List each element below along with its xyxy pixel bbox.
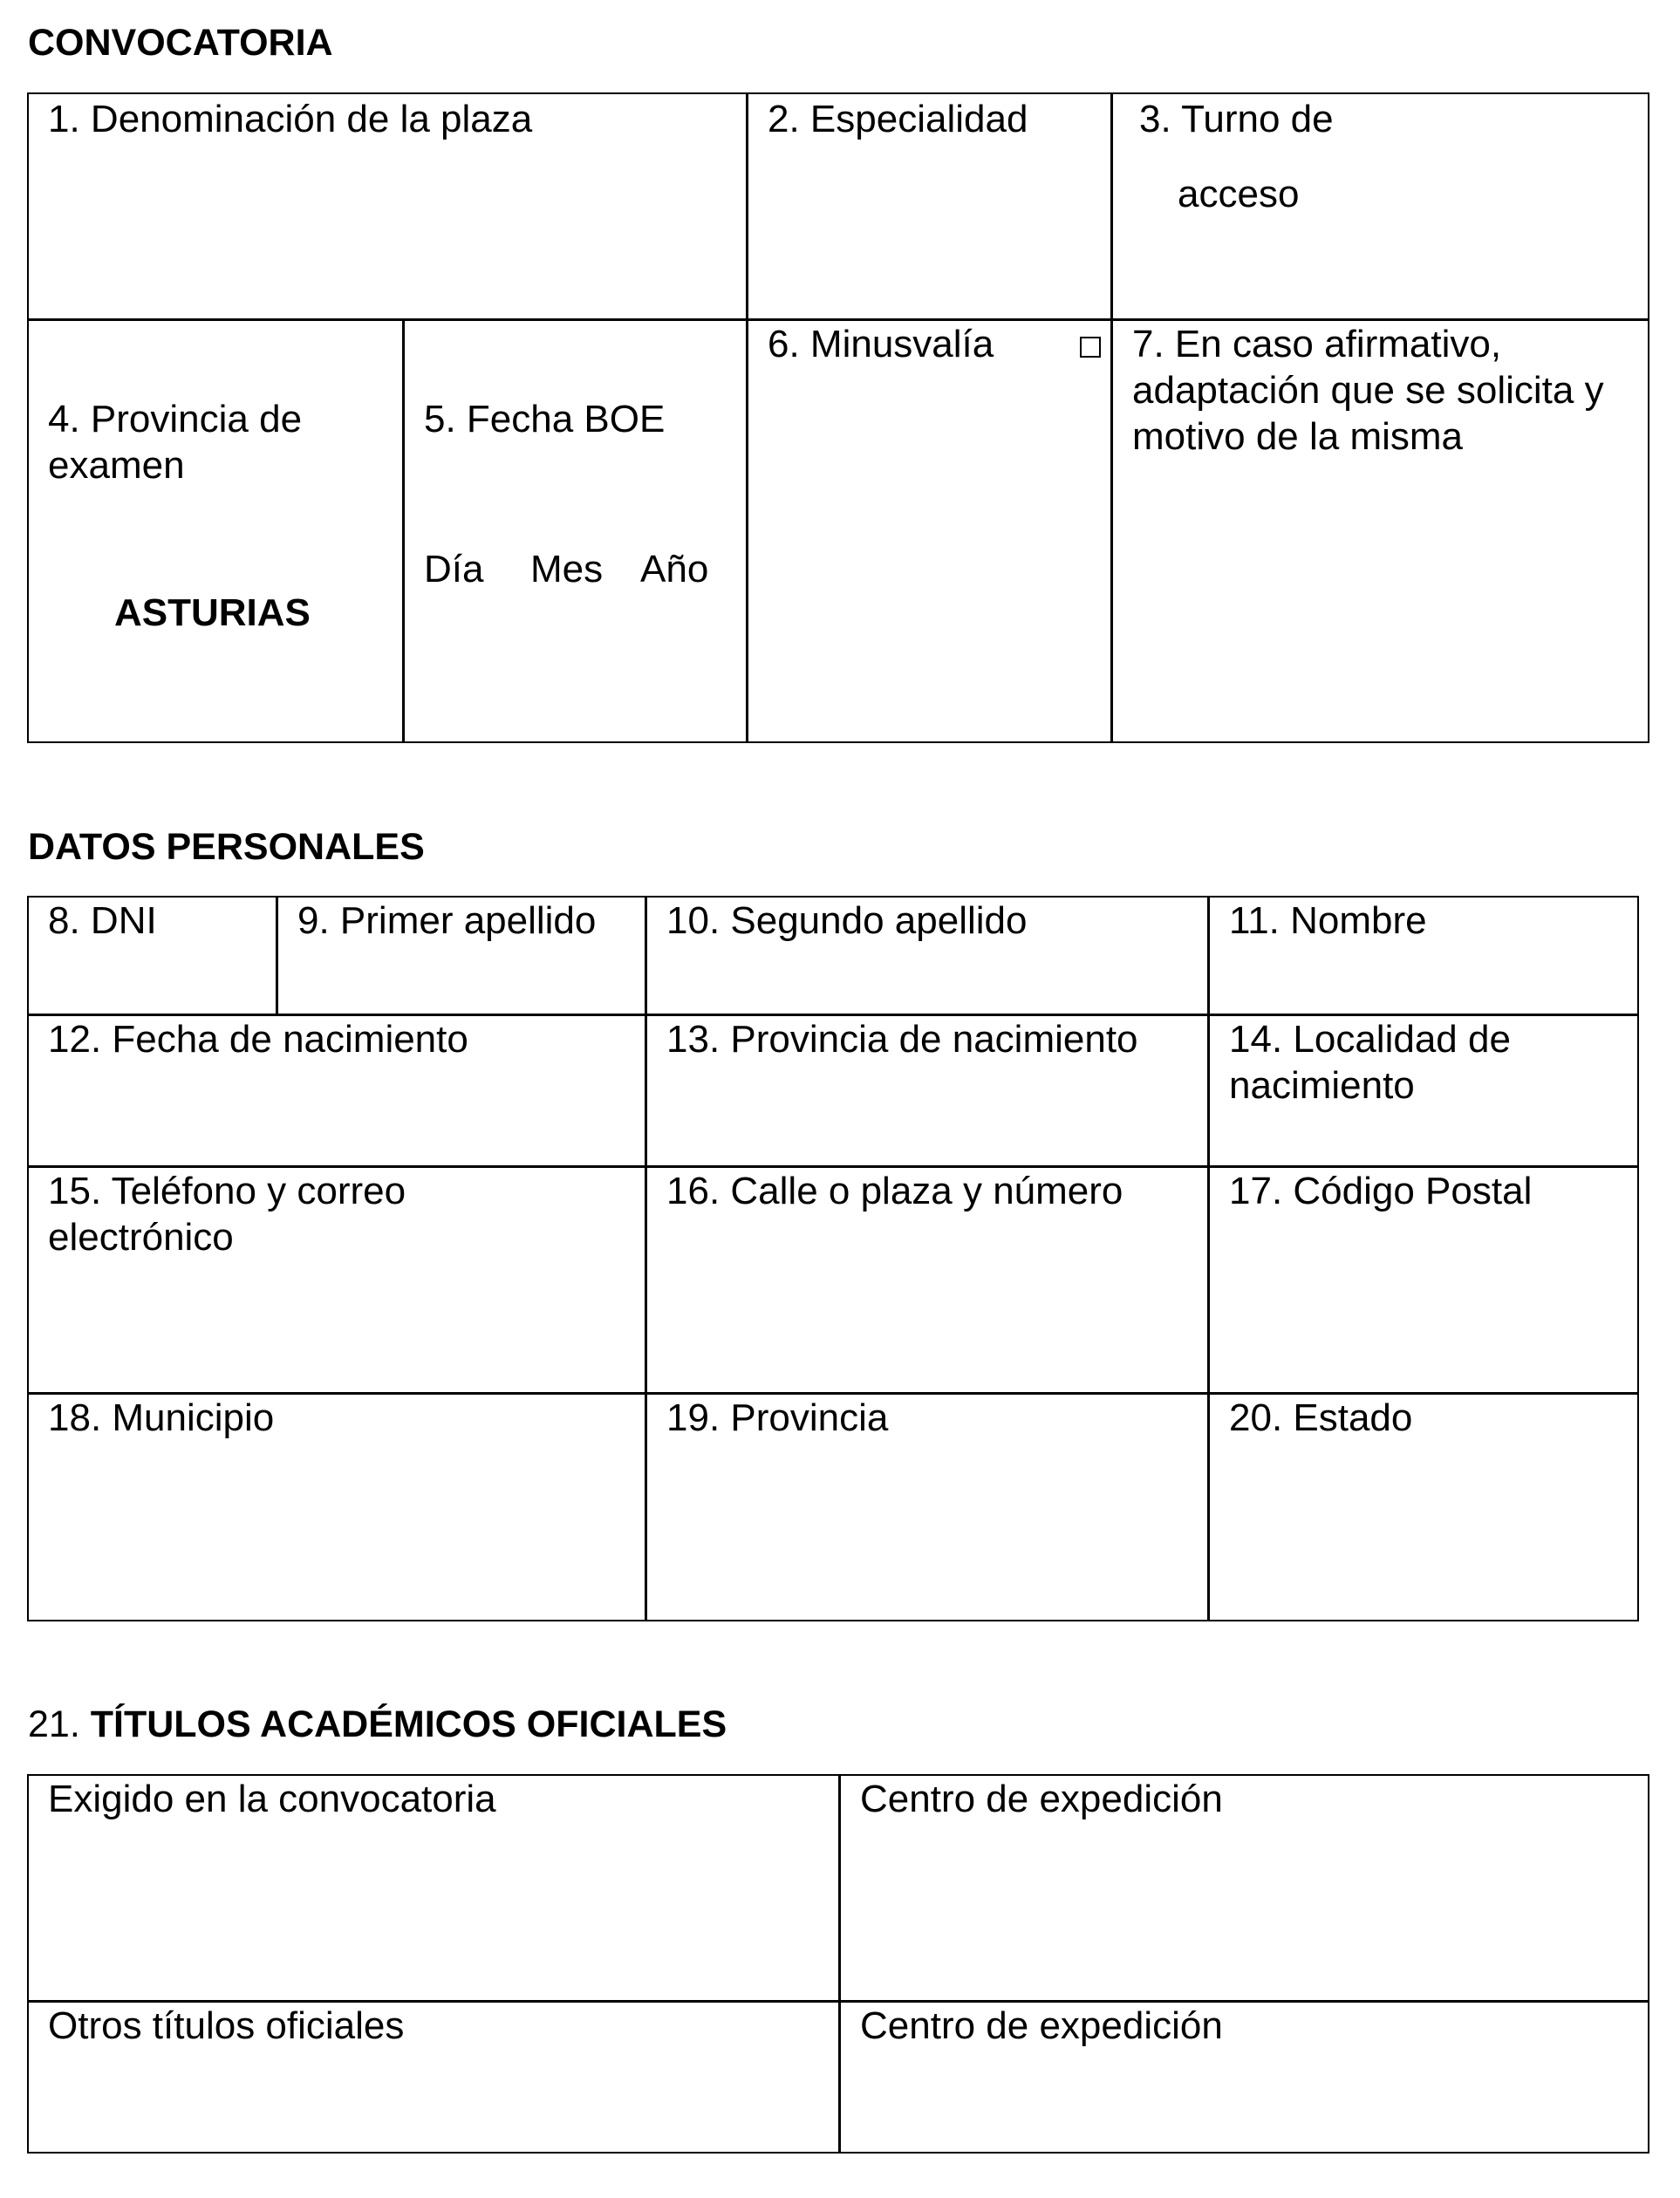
field-11-label: 11. Nombre	[1229, 899, 1427, 942]
section-heading-convocatoria: CONVOCATORIA	[28, 22, 333, 64]
centro-expedicion-2-cell[interactable]	[839, 2001, 1649, 2154]
field-5-label: 5. Fecha BOE	[424, 398, 666, 440]
field-18-label: 18. Municipio	[48, 1396, 275, 1439]
field-2-label: 2. Especialidad	[768, 98, 1028, 140]
exigido-label: Exigido en la convocatoria	[48, 1778, 496, 1820]
field-2-cell[interactable]	[747, 92, 1112, 320]
field-3-label-line2: acceso	[1178, 173, 1300, 215]
minusvalia-checkbox[interactable]	[1080, 337, 1101, 358]
section-heading-titulos	[28, 1703, 727, 1745]
otros-titulos-cell[interactable]	[27, 2001, 840, 2154]
field-9-label: 9. Primer apellido	[297, 899, 597, 942]
field-13-label: 13. Provincia de nacimiento	[666, 1018, 1138, 1061]
field-15-label: 15. Teléfono y correo electrónico	[48, 1170, 406, 1259]
field-1-cell[interactable]	[27, 92, 748, 320]
field-16-label: 16. Calle o plaza y número	[666, 1170, 1123, 1212]
centro-expedicion-1-cell[interactable]	[839, 1774, 1649, 2002]
field-5-cell[interactable]	[403, 319, 748, 743]
field-20-label: 20. Estado	[1229, 1396, 1413, 1439]
field-17-cell[interactable]	[1208, 1166, 1639, 1394]
field-5-anio: Año	[640, 548, 709, 590]
field-20-cell[interactable]	[1208, 1393, 1639, 1621]
field-10-label: 10. Segundo apellido	[666, 899, 1028, 942]
field-10-cell[interactable]	[645, 896, 1209, 1015]
field-17-label: 17. Código Postal	[1229, 1170, 1533, 1212]
field-7-cell[interactable]	[1111, 319, 1649, 743]
field-3-cell[interactable]	[1111, 92, 1649, 320]
centro-expedicion-2-label: Centro de expedición	[860, 2004, 1223, 2047]
field-13-cell[interactable]	[645, 1014, 1209, 1167]
field-7-label: 7. En caso afirmativo, adaptación que se solicita y motivo de la misma	[1132, 323, 1604, 458]
centro-expedicion-1-label: Centro de expedición	[860, 1778, 1223, 1820]
field-8-label: 8. DNI	[48, 899, 157, 942]
field-4-cell[interactable]	[27, 319, 404, 743]
exigido-cell[interactable]	[27, 1774, 840, 2002]
field-3-label-line1: 3. Turno de	[1139, 98, 1334, 140]
field-5-dia: Día	[424, 548, 484, 590]
section-number: 21.	[28, 1703, 80, 1745]
field-1-label: 1. Denominación de la plaza	[48, 98, 533, 140]
field-11-cell[interactable]	[1208, 896, 1639, 1015]
field-6-cell[interactable]	[747, 319, 1112, 743]
field-9-cell[interactable]	[277, 896, 646, 1015]
field-4-value: ASTURIAS	[114, 591, 311, 634]
section-heading-datos-personales: DATOS PERSONALES	[28, 826, 425, 868]
field-6-label: 6. Minusvalía	[768, 323, 994, 365]
field-14-cell[interactable]	[1208, 1014, 1639, 1167]
field-19-label: 19. Provincia	[666, 1396, 889, 1439]
field-16-cell[interactable]	[645, 1166, 1209, 1394]
field-14-label: 14. Localidad de nacimiento	[1229, 1018, 1511, 1107]
section-title: TÍTULOS ACADÉMICOS OFICIALES	[90, 1703, 727, 1745]
field-5-mes: Mes	[530, 548, 604, 590]
field-15-cell[interactable]	[27, 1166, 646, 1394]
field-18-cell[interactable]	[27, 1393, 646, 1621]
field-19-cell[interactable]	[645, 1393, 1209, 1621]
field-12-cell[interactable]	[27, 1014, 646, 1167]
field-12-label: 12. Fecha de nacimiento	[48, 1018, 468, 1061]
field-8-cell[interactable]	[27, 896, 277, 1015]
otros-titulos-label: Otros títulos oficiales	[48, 2004, 405, 2047]
field-4-label: 4. Provincia de examen	[48, 398, 303, 487]
